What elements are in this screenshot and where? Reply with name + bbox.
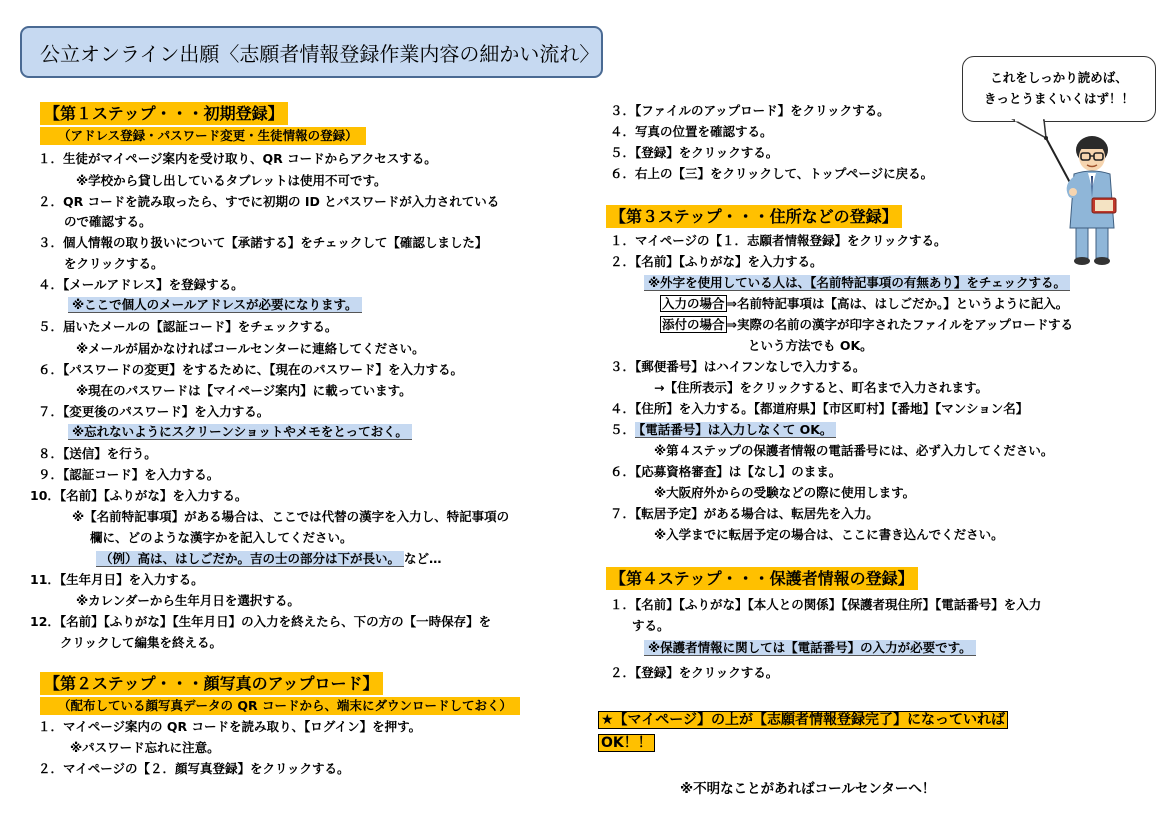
step1-item-3: ３．個人情報の取り扱いについて【承諾する】をチェックして【確認しました】	[38, 235, 488, 250]
step1-item-12: 12．【名前】【ふりがな】【生年月日】の入力を終えたら、下の方の【一時保存】を	[30, 614, 492, 629]
step2-note-1: ※パスワード忘れに注意。	[70, 740, 220, 755]
step3-attach-case: 添付の場合 ⇒実際の名前の漢字が印字されたファイルをアップロードする	[662, 317, 1073, 332]
step1-item-12b: クリックして編集を終える。	[60, 635, 223, 650]
step3-note-5: ※第４ステップの保護者情報の電話番号には、必ず入力してください。	[654, 443, 1054, 458]
step1-note-5: ※メールが届かなければコールセンターに連絡してください。	[76, 341, 425, 356]
step2-item-5: ５．【登録】をクリックする。	[610, 145, 779, 160]
step3-note-2: ※外字を使用している人は、【名前特記事項の有無あり】をチェックする。	[644, 274, 1070, 292]
step1-note-4: ※ここで個人のメールアドレスが必要になります。	[68, 296, 362, 314]
step2-item-2: ２．マイページの【２．顔写真登録】をクリックする。	[38, 761, 350, 776]
step1-note-11: ※カレンダーから生年月日を選択する。	[76, 593, 300, 608]
step3-item-5: ５． 【電話番号】は入力しなくて OK。	[610, 421, 836, 439]
step3-item-2: ２．【名前】【ふりがな】を入力する。	[610, 254, 823, 269]
step1-heading: 【第１ステップ・・・初期登録】	[40, 102, 288, 125]
step1-item-4: ４．【メールアドレス】を登録する。	[38, 277, 244, 292]
step1-item-2b: ので確認する。	[64, 214, 152, 229]
step3-attach-case-b: という方法でも OK。	[748, 338, 873, 353]
step4-note-1: ※保護者情報に関しては【電話番号】の入力が必要です。	[644, 639, 976, 657]
speech-bubble: これをしっかり読めば、 きっとうまくいくはず！！	[962, 56, 1156, 122]
step1-item-11: 11．【生年月日】を入力する。	[30, 572, 204, 587]
step1-note-10a: ※【名前特記事項】がある場合は、ここでは代替の漢字を入力し、特記事項の	[72, 509, 510, 524]
step3-note-3: →【住所表示】をクリックすると、町名まで入力されます。	[654, 380, 988, 395]
step1-example: （例）高は、はしごだか。吉の士の部分は下が長い。 など…	[96, 550, 442, 568]
step2-heading: 【第２ステップ・・・顔写真のアップロード】	[40, 672, 383, 695]
step1-subheading: （アドレス登録・パスワード変更・生徒情報の登録）	[40, 127, 366, 145]
step1-item-8: ８．【送信】を行う。	[38, 446, 157, 461]
step1-item-5: ５．届いたメールの【認証コード】をチェックする。	[38, 319, 338, 334]
step3-item-3: ３．【郵便番号】はハイフンなしで入力する。	[610, 359, 866, 374]
step3-note-7: ※入学までに転居予定の場合は、ここに書き込んでください。	[654, 527, 1004, 542]
step1-note-6: ※現在のパスワードは【マイページ案内】に載っています。	[76, 383, 412, 398]
step3-item-7: ７．【転居予定】がある場合は、転居先を入力。	[610, 506, 879, 521]
footer-note: ※不明なことがあればコールセンターへ！	[680, 781, 936, 797]
step4-item-1: １．【名前】【ふりがな】【本人との関係】【保護者現住所】【電話番号】を入力	[610, 597, 1042, 612]
step1-note-10b: 欄に、どのような漢字かを記入してください。	[90, 530, 353, 545]
step1-item-7: ７．【変更後のパスワード】を入力する。	[38, 404, 270, 419]
step2-item-6: ６．右上の【三】をクリックして、トップページに戻る。	[610, 166, 934, 181]
step1-item-1: １．生徒がマイページ案内を受け取り、QR コードからアクセスする。	[38, 151, 437, 166]
step1-item-9: ９．【認証コード】を入力する。	[38, 467, 220, 482]
step3-item-6: ６．【応募資格審査】は【なし】のまま。	[610, 464, 842, 479]
step4-heading: 【第４ステップ・・・保護者情報の登録】	[606, 567, 918, 590]
step4-item-1b: する。	[632, 618, 670, 633]
step1-item-3b: をクリックする。	[64, 256, 164, 271]
step1-note-7: ※忘れないようにスクリーンショットやメモをとっておく。	[68, 423, 412, 441]
step2-item-1: １．マイページ案内の QR コードを読み取り、【ログイン】を押す。	[38, 719, 422, 734]
page-title: 公立オンライン出願〈志願者情報登録作業内容の細かい流れ〉	[20, 26, 603, 78]
step1-item-10: 10．【名前】【ふりがな】を入力する。	[30, 488, 248, 503]
step2-subheading: （配布している顔写真データの QR コードから、端末にダウンロードしておく）	[40, 697, 520, 715]
step3-note-6: ※大阪府外からの受験などの際に使用します。	[654, 485, 916, 500]
teacher-illustration-icon	[1040, 128, 1130, 268]
step1-note-1: ※学校から貸し出しているタブレットは使用不可です。	[76, 173, 387, 188]
step2-item-3: ３．【ファイルのアップロード】をクリックする。	[610, 103, 890, 118]
step4-item-2: ２．【登録】をクリックする。	[610, 665, 779, 680]
step1-item-2: ２．QR コードを読み取ったら、すでに初期の ID とパスワードが入力されている	[38, 194, 500, 209]
step2-item-4: ４．写真の位置を確認する。	[610, 124, 773, 139]
step3-item-4: ４．【住所】を入力する。【都道府県】【市区町村】【番地】【マンション名】	[610, 401, 1029, 416]
step3-item-1: １．マイページの【１．志願者情報登録】をクリックする。	[610, 233, 947, 248]
step1-item-6: ６．【パスワードの変更】をするために、【現在のパスワード】を入力する。	[38, 362, 464, 377]
step3-heading: 【第３ステップ・・・住所などの登録】	[606, 205, 902, 228]
step3-input-case: 入力の場合 ⇒名前特記事項は【高は、はしごだか。】というように記入。	[662, 296, 1069, 311]
